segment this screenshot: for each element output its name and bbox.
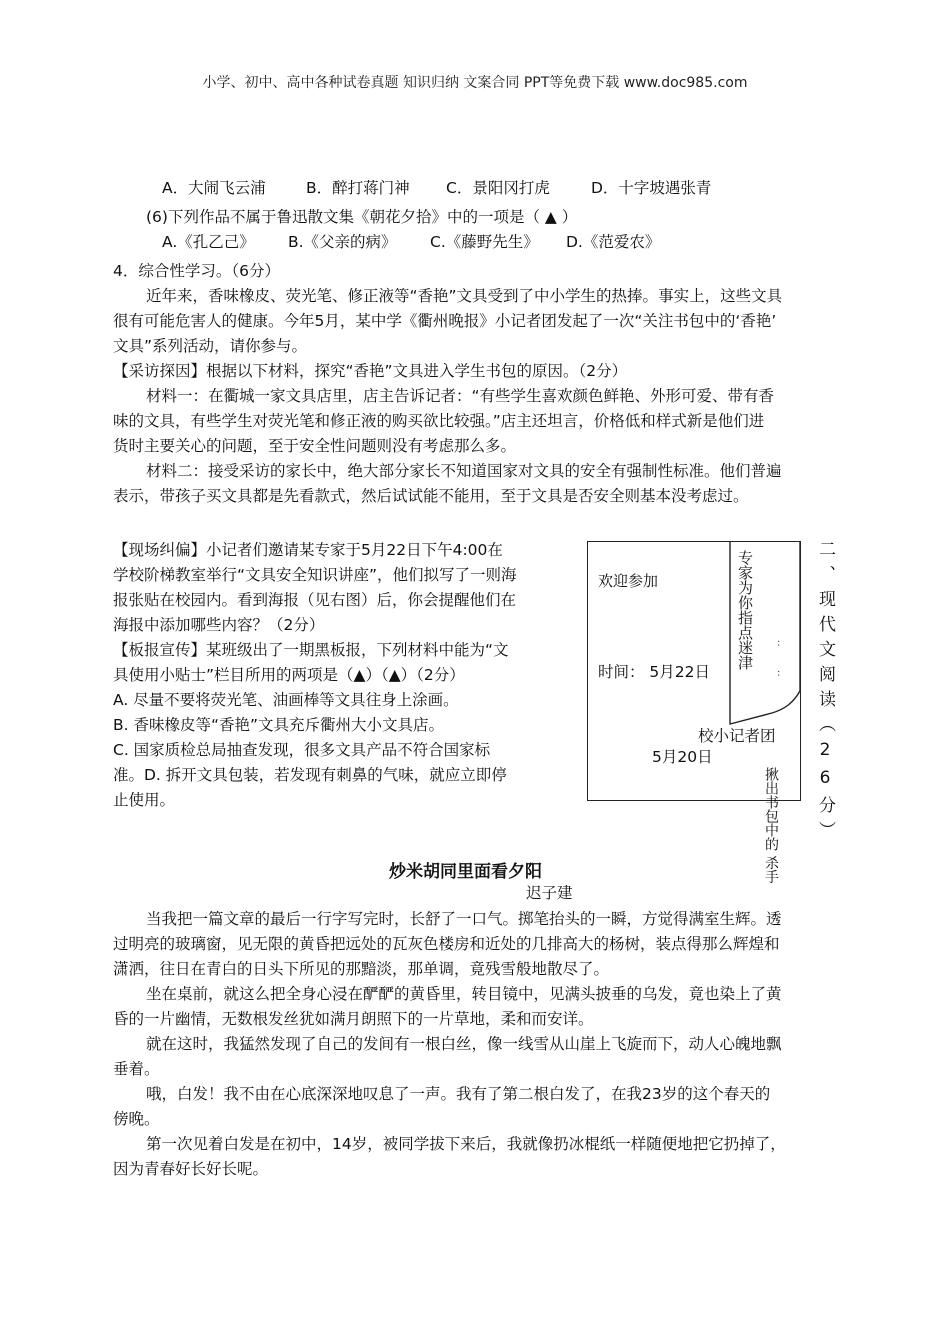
article-p1-line-1: 当我把一篇文章的最后一行字写完时，长舒了一口气。掷笔抬头的一瞬，方觉得满室生辉。透 [146,910,782,928]
article-p2-line-2: 昏的一片幽情，无数根发丝犹如满月朗照下的一片草地，柔和而安详。 [113,1010,594,1028]
intro-line-3: 文具”系列活动，请你参与。 [113,337,308,355]
material2-line-2: 表示，带孩子买文具都是先看款式，然后试试能不能用，至于文具是否安全则基本没考虑过。 [113,487,749,505]
onsite-line-4: 海报中添加哪些内容？（2分） [113,616,325,634]
poster-dots-1: ： [770,640,780,649]
onsite-line-3: 报张贴在校园内。看到海报（见右图）后，你会提醒他们在 [113,591,517,609]
board-option-c-line-2: 准。D. 拆开文具包装，若发现有刺鼻的气味，就应立即停 [113,766,507,784]
article-p5-line-1: 第一次见着白发是在初中，14岁，被同学拔下来后，我就像扔冰棍纸一样随便地把它扔掉了， [146,1135,786,1153]
q6-option-d: D.《范爱农》 [566,233,661,251]
board-option-c-line-1: C. 国家质检总局抽查发现，很多文具产品不符合国家标 [113,741,491,759]
q6-option-b: B.《父亲的病》 [288,233,397,251]
article-p1-line-3: 潇洒，往日在青白的日头下所见的那黯淡，那单调，竟残雪般地散尽了。 [113,960,610,978]
q6-stem: (6)下列作品不属于鲁迅散文集《朝花夕拾》中的一项是（ ▲ ） [146,208,578,226]
material1-line-2: 味的文具，有些学生对荧光笔和修正液的购买欲比较强。”店主还坦言，价格低和样式新是他们进 [113,412,765,430]
onsite-line-1: 【现场纠偏】小记者们邀请某专家于5月22日下午4:00在 [113,541,503,559]
page-header: 小学、初中、高中各种试卷真题 知识归纳 文案合同 PPT等免费下载 www.doc985.com [202,75,748,91]
article-p5-line-2: 因为青春好长好长呢。 [113,1160,269,1178]
q5-option-d: D．十字坡遇张青 [591,179,712,197]
intro-line-1: 近年来，香味橡皮、荧光笔、修正液等“香艳”文具受到了中小学生的热捧。事实上，这些文具 [146,287,783,305]
board-option-c-line-3: 止使用。 [113,791,176,809]
article-p3-line-2: 垂着。 [113,1060,160,1078]
poster-expert-text: 专家为你指点迷津 [736,550,754,670]
q5-option-b: B．醉打蒋门神 [306,179,410,197]
poster-side-text: 揪出书包中的 杀手 [763,767,779,884]
q5-option-a: A．大闹飞云浦 [162,179,266,197]
q5-option-c: C．景阳冈打虎 [446,179,550,197]
article-p4-line-2: 傍晚。 [113,1110,160,1128]
section2-heading: 二、现代文阅读（26分） [815,540,835,846]
article-p3-line-1: 就在这时，我猛然发现了自己的发间有一根白丝，像一线雪从山崖上飞旋而下，动人心魄地飘 [146,1035,782,1053]
poster-time: 时间： 5月22日 [598,663,711,681]
poster-dots-2: ： [770,670,780,679]
interview-task: 【采访探因】根据以下材料，探究“香艳”文具进入学生书包的原因。（2分） [113,362,628,380]
board-line-2: 具使用小贴士”栏目所用的两项是（▲）（▲）（2分） [113,666,465,684]
poster-date: 5月20日 [652,748,713,766]
article-p1-line-2: 过明亮的玻璃窗，见无限的黄昏把远处的瓦灰色楼房和近处的几排高大的杨树，装点得那么辉煌和 [113,935,780,953]
material1-line-1: 材料一：在衢城一家文具店里，店主告诉记者：“有些学生喜欢颜色鲜艳、外形可爱、带有香 [146,387,775,405]
board-line-1: 【板报宣传】某班级出了一期黑板报，下列材料中能为“文 [113,641,509,659]
q6-option-c: C.《藤野先生》 [430,233,539,251]
article-p4-line-1: 哦，白发！我不由在心底深深地叹息了一声。我有了第二根白发了，在我23岁的这个春天的 [146,1085,771,1103]
section4-heading: 4．综合性学习。（6分） [113,262,280,280]
article-p2-line-1: 坐在桌前，就这么把全身心浸在酽酽的黄昏里，转目镜中，见满头披垂的乌发，竟也染上了黄 [146,985,782,1003]
material2-line-1: 材料二：接受采访的家长中，绝大部分家长不知道国家对文具的安全有强制性标准。他们普遍 [146,462,782,480]
intro-line-2: 很有可能危害人的健康。今年5月，某中学《衢州晚报》小记者团发起了一次“关注书包中的‘香艳’ [113,312,777,330]
board-option-a: A. 尽量不要将荧光笔、油画棒等文具往身上涂画。 [113,691,459,709]
article-author: 迟子建 [526,884,573,902]
article-title: 炒米胡同里面看夕阳 [389,862,542,882]
board-option-b: B. 香味橡皮等“香艳”文具充斥衢州大小文具店。 [113,716,445,734]
onsite-line-2: 学校阶梯教室举行“文具安全知识讲座”，他们拟写了一则海 [113,566,517,584]
q6-option-a: A.《孔乙己》 [162,233,255,251]
poster-organizer: 校小记者团 [698,727,776,745]
material1-line-3: 货时主要关心的问题，至于安全性问题则没有考虑那么多。 [113,437,517,455]
poster-welcome: 欢迎参加 [598,572,659,590]
